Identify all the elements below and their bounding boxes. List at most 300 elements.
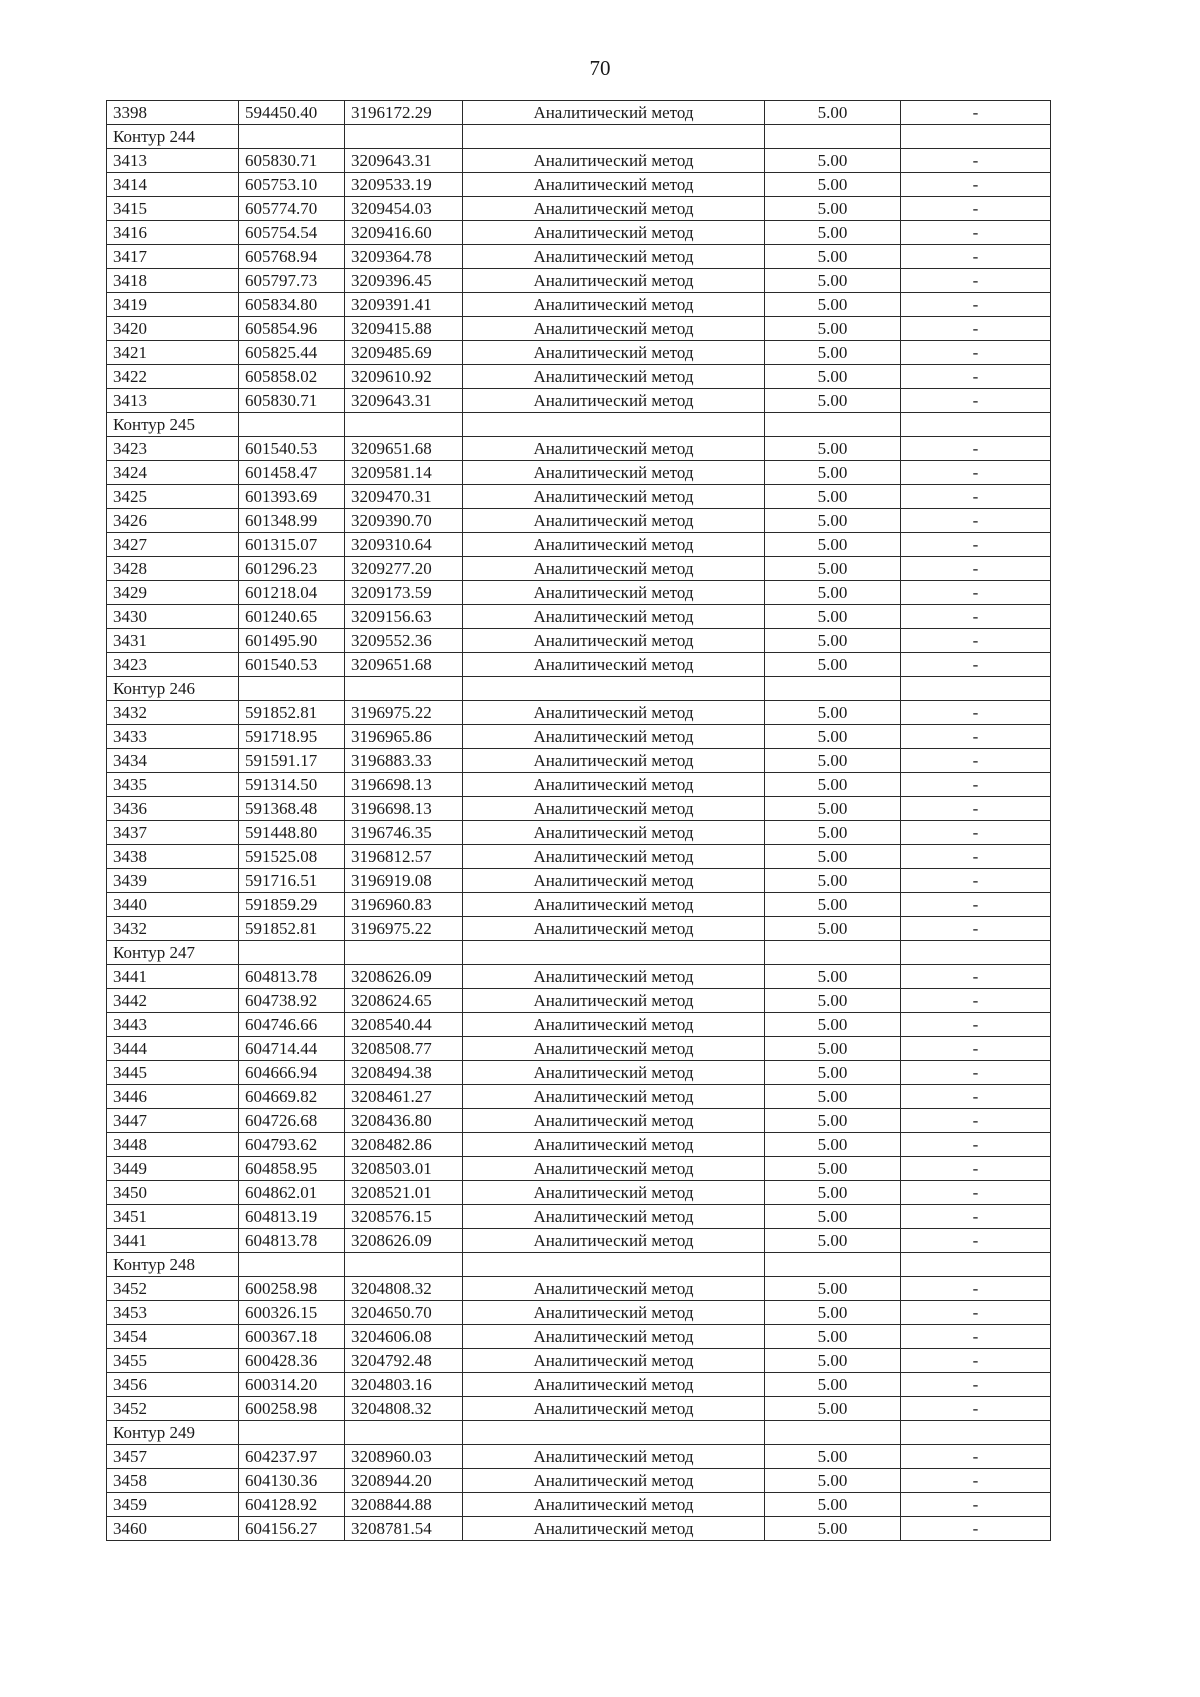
method-cell: Аналитический метод (463, 101, 765, 125)
error-cell: 5.00 (765, 1373, 901, 1397)
x-coordinate-cell: 591448.80 (239, 821, 345, 845)
table-row (107, 1181, 1051, 1205)
point-id-cell: 3429 (107, 581, 239, 605)
y-coordinate-cell: 3209416.60 (345, 221, 463, 245)
contour-label: Контур 249 (107, 1421, 239, 1445)
method-cell: Аналитический метод (463, 773, 765, 797)
y-coordinate-cell: 3208781.54 (345, 1517, 463, 1541)
y-coordinate-cell: 3204808.32 (345, 1277, 463, 1301)
point-id-cell: 3442 (107, 989, 239, 1013)
error-cell: 5.00 (765, 269, 901, 293)
x-coordinate-cell: 604862.01 (239, 1181, 345, 1205)
contour-header-row (107, 677, 1051, 701)
method-cell: Аналитический метод (463, 653, 765, 677)
error-cell: 5.00 (765, 341, 901, 365)
y-coordinate-cell: 3208624.65 (345, 989, 463, 1013)
note-cell: - (901, 389, 1051, 413)
x-coordinate-cell: 605754.54 (239, 221, 345, 245)
x-coordinate-cell: 601540.53 (239, 437, 345, 461)
point-id-cell: 3416 (107, 221, 239, 245)
note-cell: - (901, 1397, 1051, 1421)
empty-cell (239, 1253, 345, 1277)
note-cell: - (901, 797, 1051, 821)
error-cell: 5.00 (765, 1109, 901, 1133)
point-id-cell: 3422 (107, 365, 239, 389)
y-coordinate-cell: 3196883.33 (345, 749, 463, 773)
empty-cell (463, 1421, 765, 1445)
error-cell: 5.00 (765, 1397, 901, 1421)
table-row (107, 293, 1051, 317)
y-coordinate-cell: 3209310.64 (345, 533, 463, 557)
table-row (107, 1013, 1051, 1037)
x-coordinate-cell: 604128.92 (239, 1493, 345, 1517)
x-coordinate-cell: 600326.15 (239, 1301, 345, 1325)
empty-cell (239, 1421, 345, 1445)
x-coordinate-cell: 605753.10 (239, 173, 345, 197)
x-coordinate-cell: 600258.98 (239, 1277, 345, 1301)
table-row (107, 797, 1051, 821)
error-cell: 5.00 (765, 1205, 901, 1229)
table-row (107, 389, 1051, 413)
y-coordinate-cell: 3196960.83 (345, 893, 463, 917)
note-cell: - (901, 197, 1051, 221)
note-cell: - (901, 293, 1051, 317)
point-id-cell: 3417 (107, 245, 239, 269)
table-row (107, 581, 1051, 605)
empty-cell (345, 677, 463, 701)
point-id-cell: 3398 (107, 101, 239, 125)
empty-cell (345, 941, 463, 965)
point-id-cell: 3451 (107, 1205, 239, 1229)
error-cell: 5.00 (765, 1325, 901, 1349)
error-cell: 5.00 (765, 821, 901, 845)
note-cell: - (901, 1277, 1051, 1301)
note-cell: - (901, 557, 1051, 581)
point-id-cell: 3446 (107, 1085, 239, 1109)
empty-cell (901, 1253, 1051, 1277)
x-coordinate-cell: 600367.18 (239, 1325, 345, 1349)
table-row (107, 1109, 1051, 1133)
coordinates-table (106, 100, 1051, 1541)
x-coordinate-cell: 591368.48 (239, 797, 345, 821)
table-row (107, 437, 1051, 461)
y-coordinate-cell: 3204803.16 (345, 1373, 463, 1397)
y-coordinate-cell: 3204792.48 (345, 1349, 463, 1373)
y-coordinate-cell: 3196698.13 (345, 797, 463, 821)
error-cell: 5.00 (765, 317, 901, 341)
table-row (107, 917, 1051, 941)
x-coordinate-cell: 604714.44 (239, 1037, 345, 1061)
error-cell: 5.00 (765, 701, 901, 725)
table-row (107, 509, 1051, 533)
table-row (107, 1493, 1051, 1517)
y-coordinate-cell: 3209391.41 (345, 293, 463, 317)
method-cell: Аналитический метод (463, 821, 765, 845)
table-row (107, 965, 1051, 989)
x-coordinate-cell: 601296.23 (239, 557, 345, 581)
method-cell: Аналитический метод (463, 1085, 765, 1109)
x-coordinate-cell: 601393.69 (239, 485, 345, 509)
coordinates-table-body (107, 101, 1051, 1541)
method-cell: Аналитический метод (463, 461, 765, 485)
note-cell: - (901, 989, 1051, 1013)
method-cell: Аналитический метод (463, 725, 765, 749)
point-id-cell: 3432 (107, 701, 239, 725)
x-coordinate-cell: 605774.70 (239, 197, 345, 221)
y-coordinate-cell: 3196965.86 (345, 725, 463, 749)
empty-cell (463, 125, 765, 149)
error-cell: 5.00 (765, 1157, 901, 1181)
note-cell: - (901, 461, 1051, 485)
contour-label: Контур 248 (107, 1253, 239, 1277)
method-cell: Аналитический метод (463, 581, 765, 605)
note-cell: - (901, 1037, 1051, 1061)
point-id-cell: 3443 (107, 1013, 239, 1037)
empty-cell (765, 677, 901, 701)
note-cell: - (901, 101, 1051, 125)
method-cell: Аналитический метод (463, 1109, 765, 1133)
note-cell: - (901, 1469, 1051, 1493)
method-cell: Аналитический метод (463, 173, 765, 197)
error-cell: 5.00 (765, 605, 901, 629)
method-cell: Аналитический метод (463, 533, 765, 557)
point-id-cell: 3458 (107, 1469, 239, 1493)
point-id-cell: 3424 (107, 461, 239, 485)
error-cell: 5.00 (765, 509, 901, 533)
error-cell: 5.00 (765, 845, 901, 869)
x-coordinate-cell: 601540.53 (239, 653, 345, 677)
empty-cell (463, 1253, 765, 1277)
empty-cell (463, 413, 765, 437)
note-cell: - (901, 845, 1051, 869)
method-cell: Аналитический метод (463, 749, 765, 773)
y-coordinate-cell: 3196975.22 (345, 701, 463, 725)
method-cell: Аналитический метод (463, 1301, 765, 1325)
table-row (107, 749, 1051, 773)
x-coordinate-cell: 604156.27 (239, 1517, 345, 1541)
note-cell: - (901, 725, 1051, 749)
table-row (107, 1325, 1051, 1349)
method-cell: Аналитический метод (463, 797, 765, 821)
note-cell: - (901, 365, 1051, 389)
error-cell: 5.00 (765, 1037, 901, 1061)
y-coordinate-cell: 3196812.57 (345, 845, 463, 869)
error-cell: 5.00 (765, 893, 901, 917)
method-cell: Аналитический метод (463, 1469, 765, 1493)
method-cell: Аналитический метод (463, 1397, 765, 1421)
table-row (107, 1397, 1051, 1421)
y-coordinate-cell: 3209651.68 (345, 437, 463, 461)
x-coordinate-cell: 605858.02 (239, 365, 345, 389)
table-row (107, 1061, 1051, 1085)
note-cell: - (901, 1349, 1051, 1373)
contour-header-row (107, 413, 1051, 437)
method-cell: Аналитический метод (463, 1229, 765, 1253)
x-coordinate-cell: 601458.47 (239, 461, 345, 485)
y-coordinate-cell: 3208944.20 (345, 1469, 463, 1493)
error-cell: 5.00 (765, 581, 901, 605)
y-coordinate-cell: 3196172.29 (345, 101, 463, 125)
error-cell: 5.00 (765, 293, 901, 317)
method-cell: Аналитический метод (463, 989, 765, 1013)
note-cell: - (901, 149, 1051, 173)
error-cell: 5.00 (765, 557, 901, 581)
point-id-cell: 3449 (107, 1157, 239, 1181)
error-cell: 5.00 (765, 533, 901, 557)
x-coordinate-cell: 594450.40 (239, 101, 345, 125)
x-coordinate-cell: 600258.98 (239, 1397, 345, 1421)
error-cell: 5.00 (765, 1493, 901, 1517)
note-cell: - (901, 1133, 1051, 1157)
table-row (107, 1157, 1051, 1181)
x-coordinate-cell: 605797.73 (239, 269, 345, 293)
table-row (107, 557, 1051, 581)
error-cell: 5.00 (765, 773, 901, 797)
point-id-cell: 3437 (107, 821, 239, 845)
y-coordinate-cell: 3208521.01 (345, 1181, 463, 1205)
error-cell: 5.00 (765, 1229, 901, 1253)
empty-cell (765, 941, 901, 965)
point-id-cell: 3450 (107, 1181, 239, 1205)
method-cell: Аналитический метод (463, 1205, 765, 1229)
x-coordinate-cell: 604669.82 (239, 1085, 345, 1109)
y-coordinate-cell: 3208540.44 (345, 1013, 463, 1037)
point-id-cell: 3414 (107, 173, 239, 197)
point-id-cell: 3427 (107, 533, 239, 557)
error-cell: 5.00 (765, 965, 901, 989)
error-cell: 5.00 (765, 101, 901, 125)
x-coordinate-cell: 605830.71 (239, 149, 345, 173)
empty-cell (765, 413, 901, 437)
table-row (107, 269, 1051, 293)
note-cell: - (901, 869, 1051, 893)
table-row (107, 149, 1051, 173)
note-cell: - (901, 1301, 1051, 1325)
x-coordinate-cell: 604726.68 (239, 1109, 345, 1133)
error-cell: 5.00 (765, 725, 901, 749)
note-cell: - (901, 581, 1051, 605)
x-coordinate-cell: 604813.78 (239, 1229, 345, 1253)
x-coordinate-cell: 604130.36 (239, 1469, 345, 1493)
error-cell: 5.00 (765, 461, 901, 485)
contour-header-row (107, 1253, 1051, 1277)
table-row (107, 1517, 1051, 1541)
empty-cell (239, 125, 345, 149)
point-id-cell: 3433 (107, 725, 239, 749)
point-id-cell: 3423 (107, 437, 239, 461)
note-cell: - (901, 1517, 1051, 1541)
y-coordinate-cell: 3196746.35 (345, 821, 463, 845)
x-coordinate-cell: 600428.36 (239, 1349, 345, 1373)
table-row (107, 1085, 1051, 1109)
error-cell: 5.00 (765, 1277, 901, 1301)
contour-label: Контур 245 (107, 413, 239, 437)
point-id-cell: 3460 (107, 1517, 239, 1541)
point-id-cell: 3439 (107, 869, 239, 893)
note-cell: - (901, 1013, 1051, 1037)
empty-cell (463, 941, 765, 965)
y-coordinate-cell: 3196919.08 (345, 869, 463, 893)
error-cell: 5.00 (765, 437, 901, 461)
point-id-cell: 3418 (107, 269, 239, 293)
method-cell: Аналитический метод (463, 1517, 765, 1541)
table-row (107, 1373, 1051, 1397)
note-cell: - (901, 917, 1051, 941)
y-coordinate-cell: 3196698.13 (345, 773, 463, 797)
x-coordinate-cell: 601348.99 (239, 509, 345, 533)
method-cell: Аналитический метод (463, 1277, 765, 1301)
point-id-cell: 3423 (107, 653, 239, 677)
table-row (107, 773, 1051, 797)
contour-label: Контур 246 (107, 677, 239, 701)
x-coordinate-cell: 591314.50 (239, 773, 345, 797)
note-cell: - (901, 965, 1051, 989)
point-id-cell: 3453 (107, 1301, 239, 1325)
method-cell: Аналитический метод (463, 293, 765, 317)
y-coordinate-cell: 3208626.09 (345, 1229, 463, 1253)
table-row (107, 341, 1051, 365)
point-id-cell: 3435 (107, 773, 239, 797)
method-cell: Аналитический метод (463, 509, 765, 533)
point-id-cell: 3456 (107, 1373, 239, 1397)
x-coordinate-cell: 604746.66 (239, 1013, 345, 1037)
point-id-cell: 3432 (107, 917, 239, 941)
point-id-cell: 3425 (107, 485, 239, 509)
x-coordinate-cell: 600314.20 (239, 1373, 345, 1397)
note-cell: - (901, 533, 1051, 557)
method-cell: Аналитический метод (463, 269, 765, 293)
error-cell: 5.00 (765, 989, 901, 1013)
error-cell: 5.00 (765, 365, 901, 389)
error-cell: 5.00 (765, 1133, 901, 1157)
note-cell: - (901, 773, 1051, 797)
point-id-cell: 3426 (107, 509, 239, 533)
x-coordinate-cell: 591525.08 (239, 845, 345, 869)
note-cell: - (901, 221, 1051, 245)
y-coordinate-cell: 3209470.31 (345, 485, 463, 509)
empty-cell (345, 1253, 463, 1277)
table-row (107, 365, 1051, 389)
x-coordinate-cell: 601315.07 (239, 533, 345, 557)
method-cell: Аналитический метод (463, 341, 765, 365)
point-id-cell: 3444 (107, 1037, 239, 1061)
x-coordinate-cell: 604858.95 (239, 1157, 345, 1181)
x-coordinate-cell: 591859.29 (239, 893, 345, 917)
y-coordinate-cell: 3209390.70 (345, 509, 463, 533)
empty-cell (239, 413, 345, 437)
note-cell: - (901, 653, 1051, 677)
table-row (107, 245, 1051, 269)
y-coordinate-cell: 3208482.86 (345, 1133, 463, 1157)
contour-label: Контур 247 (107, 941, 239, 965)
note-cell: - (901, 1205, 1051, 1229)
table-row (107, 1133, 1051, 1157)
contour-label: Контур 244 (107, 125, 239, 149)
x-coordinate-cell: 601495.90 (239, 629, 345, 653)
method-cell: Аналитический метод (463, 1325, 765, 1349)
x-coordinate-cell: 604793.62 (239, 1133, 345, 1157)
method-cell: Аналитический метод (463, 149, 765, 173)
table-row (107, 869, 1051, 893)
point-id-cell: 3447 (107, 1109, 239, 1133)
table-row (107, 221, 1051, 245)
error-cell: 5.00 (765, 869, 901, 893)
x-coordinate-cell: 605825.44 (239, 341, 345, 365)
y-coordinate-cell: 3204650.70 (345, 1301, 463, 1325)
table-row (107, 485, 1051, 509)
x-coordinate-cell: 591716.51 (239, 869, 345, 893)
method-cell: Аналитический метод (463, 1013, 765, 1037)
y-coordinate-cell: 3209643.31 (345, 149, 463, 173)
note-cell: - (901, 485, 1051, 509)
note-cell: - (901, 1061, 1051, 1085)
method-cell: Аналитический метод (463, 557, 765, 581)
method-cell: Аналитический метод (463, 1373, 765, 1397)
method-cell: Аналитический метод (463, 893, 765, 917)
y-coordinate-cell: 3208503.01 (345, 1157, 463, 1181)
error-cell: 5.00 (765, 917, 901, 941)
error-cell: 5.00 (765, 485, 901, 509)
point-id-cell: 3419 (107, 293, 239, 317)
point-id-cell: 3455 (107, 1349, 239, 1373)
error-cell: 5.00 (765, 1445, 901, 1469)
y-coordinate-cell: 3204606.08 (345, 1325, 463, 1349)
table-row (107, 101, 1051, 125)
y-coordinate-cell: 3209643.31 (345, 389, 463, 413)
note-cell: - (901, 245, 1051, 269)
y-coordinate-cell: 3208436.80 (345, 1109, 463, 1133)
point-id-cell: 3457 (107, 1445, 239, 1469)
table-row (107, 1469, 1051, 1493)
note-cell: - (901, 1493, 1051, 1517)
table-row (107, 893, 1051, 917)
point-id-cell: 3430 (107, 605, 239, 629)
empty-cell (345, 125, 463, 149)
y-coordinate-cell: 3209277.20 (345, 557, 463, 581)
x-coordinate-cell: 604813.78 (239, 965, 345, 989)
error-cell: 5.00 (765, 749, 901, 773)
page-number: 70 (589, 56, 611, 80)
method-cell: Аналитический метод (463, 845, 765, 869)
y-coordinate-cell: 3208960.03 (345, 1445, 463, 1469)
empty-cell (239, 941, 345, 965)
note-cell: - (901, 1181, 1051, 1205)
table-row (107, 1301, 1051, 1325)
table-row (107, 1037, 1051, 1061)
table-row (107, 317, 1051, 341)
y-coordinate-cell: 3209173.59 (345, 581, 463, 605)
note-cell: - (901, 341, 1051, 365)
point-id-cell: 3415 (107, 197, 239, 221)
error-cell: 5.00 (765, 1469, 901, 1493)
method-cell: Аналитический метод (463, 1133, 765, 1157)
table-row (107, 845, 1051, 869)
error-cell: 5.00 (765, 653, 901, 677)
point-id-cell: 3420 (107, 317, 239, 341)
table-row (107, 1205, 1051, 1229)
point-id-cell: 3428 (107, 557, 239, 581)
x-coordinate-cell: 605768.94 (239, 245, 345, 269)
note-cell: - (901, 173, 1051, 197)
method-cell: Аналитический метод (463, 965, 765, 989)
note-cell: - (901, 1085, 1051, 1109)
y-coordinate-cell: 3208508.77 (345, 1037, 463, 1061)
method-cell: Аналитический метод (463, 1061, 765, 1085)
table-row (107, 605, 1051, 629)
y-coordinate-cell: 3204808.32 (345, 1397, 463, 1421)
table-row (107, 461, 1051, 485)
note-cell: - (901, 269, 1051, 293)
